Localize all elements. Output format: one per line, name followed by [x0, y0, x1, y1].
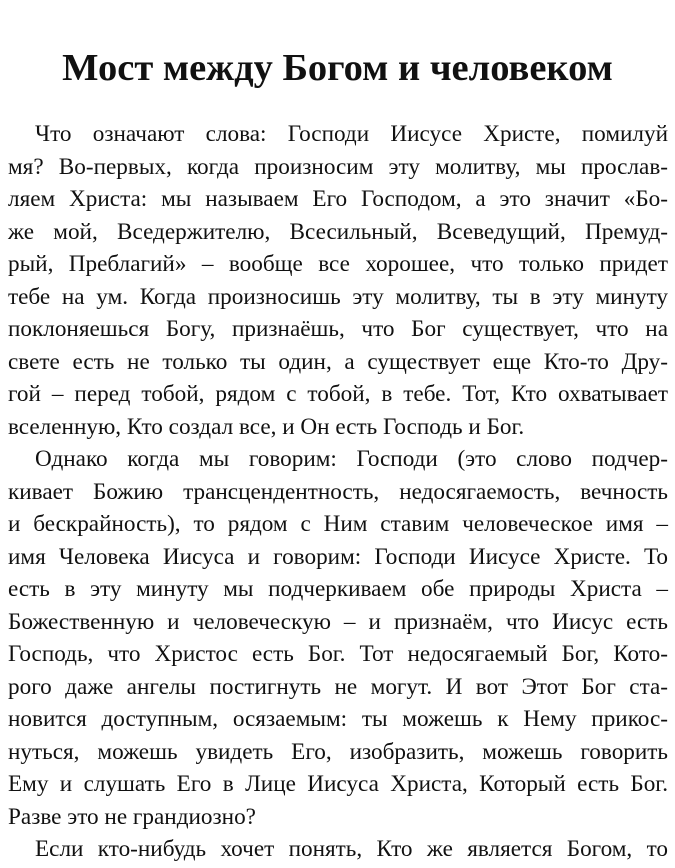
- text-line: рого даже ангелы постигнуть не могут. И вот Этот Бог ста-: [8, 673, 668, 700]
- text-line: рый, Преблагий» – вообще все хорошее, что только придет: [8, 251, 668, 277]
- text-line: поклоняешься Богу, признаёшь, что Бог существует, что на: [8, 316, 668, 342]
- text-line: новится доступным, осязаемым: ты можешь к Нему прикос-: [8, 706, 668, 732]
- text-line: свете есть не только ты один, а существует еще Кто-то Дру-: [8, 348, 668, 375]
- text-line: есть в эту минуту мы подчеркиваем обе природы Христа –: [8, 576, 668, 602]
- text-line: тебе на ум. Когда произносишь эту молитву, ты в эту минуту: [8, 283, 668, 310]
- text-line: и бескрайность), то рядом с Ним ставим человеческое имя –: [8, 511, 668, 537]
- body-text: [8, 118, 668, 866]
- text-line: имя Человека Иисуса и говорим: Господи Иисусе Христе. То: [8, 543, 668, 570]
- text-line: Если кто-нибудь хочет понять, Кто же является Богом, то: [35, 836, 668, 862]
- text-line: же мой, Вседержителю, Всесильный, Всеведущий, Премуд-: [8, 218, 668, 245]
- text-line: Божественную и человеческую – и признаём, что Иисус есть: [8, 608, 668, 635]
- text-line: Что означают слова: Господи Иисусе Христе, помилуй: [35, 121, 668, 147]
- text-line: нуться, можешь увидеть Его, изобразить, можешь говорить: [8, 738, 668, 765]
- text-line: мя? Во-первых, когда произносим эту молитву, мы прослав-: [8, 153, 668, 180]
- text-line: Разве это не грандиозно?: [8, 803, 256, 830]
- text-line: Однако когда мы говорим: Господи (это слово подчер-: [35, 446, 668, 472]
- text-line: кивает Божию трансцендентность, недосягаемость, вечность: [8, 478, 668, 505]
- text-line: ляем Христа: мы называем Его Господом, а это значит «Бо-: [8, 186, 668, 212]
- text-line: гой – перед тобой, рядом с тобой, в тебе. Тот, Кто охватывает: [8, 381, 668, 407]
- text-line: Господь, что Христос есть Бог. Тот недосягаемый Бог, Кото-: [8, 641, 668, 667]
- text-line: Ему и слушать Его в Лице Иисуса Христа, Который есть Бог.: [8, 771, 668, 797]
- text-line: вселенную, Кто создал все, и Он есть Господь и Бог.: [8, 413, 525, 440]
- chapter-title: Мост между Богом и человеком: [62, 47, 613, 89]
